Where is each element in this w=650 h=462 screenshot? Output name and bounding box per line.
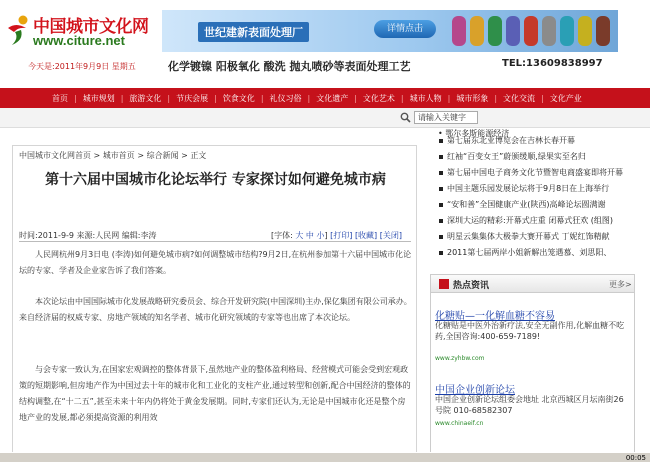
font-size-bracket: ]: [324, 231, 328, 240]
nav-item-arts[interactable]: 文化艺术: [362, 93, 395, 103]
product-part-icon: [560, 16, 574, 46]
hot-info-title: 热点资讯: [453, 281, 490, 291]
nav-item-festivals[interactable]: 节庆会展: [176, 93, 209, 103]
ad-url[interactable]: www.zyhbw.com: [435, 355, 485, 362]
article-divider: [19, 241, 411, 242]
print-button[interactable]: [打印]: [330, 231, 353, 240]
ad-title[interactable]: 化糖贴—一化解血糖不容易: [435, 311, 555, 322]
article-panel: [12, 145, 417, 462]
logo-figure-icon: [6, 14, 32, 46]
nav-item-home[interactable]: 首页: [52, 93, 68, 103]
article-tools: [271, 230, 402, 241]
nav-item-exchange[interactable]: 文化交流: [503, 93, 536, 103]
red-square-icon: [439, 279, 449, 289]
nav-item-tourism[interactable]: 旅游文化: [129, 93, 162, 103]
nav-item-urban-planning[interactable]: 城市规划: [82, 93, 115, 103]
ad-title[interactable]: 中国企业创新论坛: [435, 385, 515, 396]
article-title: 第十六届中国城市化论坛举行 专家探讨如何避免城市病: [45, 172, 386, 188]
hot-topic-link[interactable]: • 鄂尔多斯能源经济: [438, 129, 510, 138]
nav-item-people[interactable]: 城市人物: [409, 93, 442, 103]
product-part-icon: [578, 16, 592, 46]
product-part-icon: [542, 16, 556, 46]
news-list-item[interactable]: 第七届东北亚博览会在吉林长春开幕: [438, 133, 638, 149]
ad-description: 化糖贴是中医外治新疗法,安全无副作用,化解血糖不吃药,全国咨询:400-659-7189!: [435, 321, 625, 341]
taskbar-clock: 00:05: [625, 454, 646, 462]
product-part-icon: [596, 16, 610, 46]
hot-info-panel: [430, 274, 635, 462]
nav-item-customs[interactable]: 礼仪习俗: [269, 93, 302, 103]
product-part-icon: [488, 16, 502, 46]
font-size-label: [字体:: [271, 231, 293, 240]
os-taskbar: [0, 452, 650, 462]
product-part-icon: [470, 16, 484, 46]
font-medium-button[interactable]: 中: [305, 231, 314, 240]
news-list-item[interactable]: 明星云集集体大极拳大赛开幕式 丁妮红饰精献: [438, 229, 638, 245]
nav-separator: |: [354, 93, 357, 103]
nav-separator: |: [167, 93, 171, 103]
banner-company-name: 世纪建新表面处理厂: [198, 22, 309, 42]
ad-description: 中国企业创新论坛组委会地址 北京西城区月坛南街26号院 010-68582307: [435, 395, 624, 415]
banner-phone: TEL:13609838997: [502, 58, 603, 69]
nav-item-heritage[interactable]: 文化遗产: [316, 93, 349, 103]
news-list-item[interactable]: 红袖“百变女王”蔚颁缓顺,绿果实至名归: [438, 149, 638, 165]
favorite-button[interactable]: [收藏]: [354, 231, 378, 240]
font-large-button[interactable]: 大: [295, 231, 304, 240]
search-bar-strip: [0, 108, 650, 128]
nav-separator: |: [447, 93, 451, 103]
font-small-button[interactable]: 小: [316, 231, 325, 240]
nav-item-industry[interactable]: 文化产业: [549, 93, 582, 103]
article-paragraph: 本次论坛由中国国际城市化发展战略研究委员会、综合开发研究院(中国深圳)主办,保亿集团有限公司承办。来自经济届的权威专家、房地产领域的知名学者、城市化研究领域的专家等也出席了本次论坛。: [19, 297, 412, 322]
hot-info-header: [431, 275, 634, 293]
nav-item-food[interactable]: 饮食文化: [222, 93, 255, 103]
banner-slogan: 化学镀镍 阳极氧化 酸洗 抛丸喷砂等表面处理工艺: [168, 60, 411, 73]
product-part-icon: [506, 16, 520, 46]
more-link[interactable]: 更多>: [609, 280, 632, 289]
site-logo[interactable]: [0, 0, 160, 86]
nav-separator: |: [400, 93, 404, 103]
article-meta: 时间:2011-9-9 来源:人民网 编辑:李涛: [19, 231, 157, 240]
main-navigation: [0, 88, 650, 108]
banner-background: [162, 10, 618, 52]
nav-separator: |: [214, 93, 217, 103]
ad-url[interactable]: www.chinaeif.cn: [435, 420, 484, 427]
news-list-item[interactable]: 2011第七届两岸小姐新解出笼遇慕、刘思阳、: [438, 245, 638, 261]
article-paragraph: 人民网杭州9月3日电 (李涛)如何避免城市病?如何调整城市结构?9月2日,在杭州参加第十六届中国城市化论坛的专家、学者及企业家告诉了我们答案。: [19, 250, 412, 275]
news-list-item[interactable]: “安和善”全国健康产业(陕西)高峰论坛圆满谢: [438, 197, 638, 213]
logo-domain: www.citure.net: [33, 33, 125, 48]
news-list-item[interactable]: 深圳大运的精彩:开幕式庄重 闭幕式狂欢 (组图): [438, 213, 638, 229]
nav-separator: |: [307, 93, 311, 103]
product-part-icon: [452, 16, 466, 46]
news-list-item[interactable]: 中国主题乐园发展论坛将于9月8日在上海举行: [438, 181, 638, 197]
search-input[interactable]: [414, 111, 478, 124]
breadcrumb[interactable]: 中国城市文化网首页 > 城市首页 > 综合新闻 > 正文: [19, 151, 207, 160]
nav-separator: |: [74, 93, 77, 103]
nav-separator: |: [120, 93, 124, 103]
close-button[interactable]: [关闭]: [379, 231, 402, 240]
nav-item-city-image[interactable]: 城市形象: [456, 93, 489, 103]
header-banner-ad[interactable]: [162, 10, 618, 82]
product-part-icon: [524, 16, 538, 46]
article-paragraph: 与会专家一致认为,在国家宏观调控的整体背景下,虽然地产业的整体盈利格局、经营模式可能会受到宏观政策的短期影响,但房地产作为中国过去十年的城市化和工业化的支柱产业,通过转型和创新,配合中国经济的整体的结构调整,在“十二五”,甚至未来十年内仍将处于黄金发展期。同时,专家们还认为,无论是中国城市化还是整个房地产业的发展,都必须提高资源的利用效: [19, 365, 411, 422]
current-date: 今天是:2011年9月9日 星期五: [28, 62, 136, 71]
nav-separator: |: [541, 93, 544, 103]
nav-separator: |: [494, 93, 498, 103]
news-list: [438, 133, 638, 261]
logo-chinese-name: 中国城市文化网: [33, 17, 149, 37]
banner-details-button[interactable]: 详情点击: [374, 20, 436, 38]
nav-separator: |: [260, 93, 264, 103]
news-list-item[interactable]: 第七届中国电子商务文化节暨智电商盛宴即将开幕: [438, 165, 638, 181]
search-icon[interactable]: [400, 112, 411, 123]
